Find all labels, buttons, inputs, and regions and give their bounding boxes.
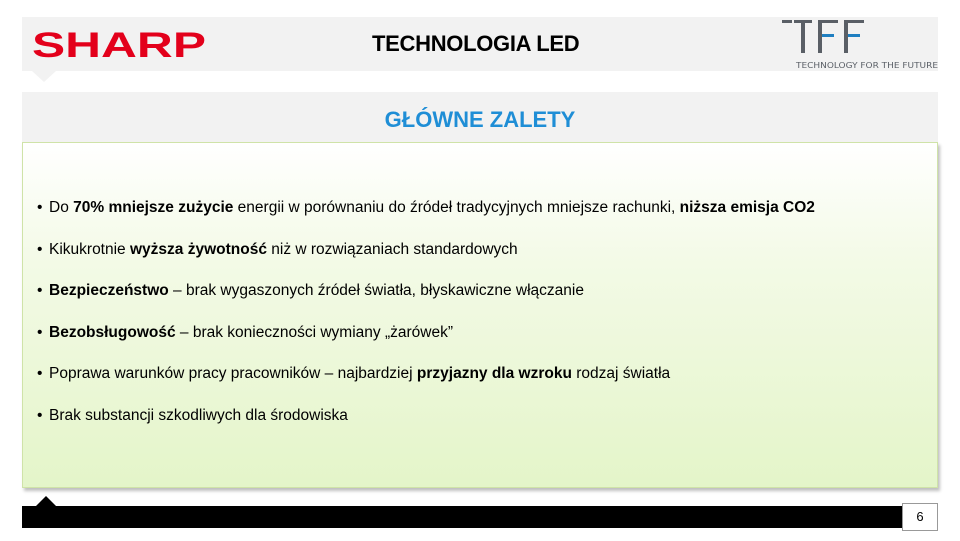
sharp-logo-text: SHARP [32, 26, 206, 62]
tff-tagline: TECHNOLOGY FOR THE FUTURE [794, 61, 938, 70]
item-text: – brak wygaszonych źródeł światła, błyskawiczne włączanie [168, 282, 584, 299]
item-text: Brak substancji szkodliwych dla środowiska [49, 406, 348, 424]
highlight-text: przyjazny dla wzroku [416, 365, 572, 382]
item-text: energii w porównaniu do źródeł tradycyjnych mniejsze rachunki, [233, 199, 680, 216]
item-text: rodzaj światła [571, 365, 671, 382]
item-text: Do [49, 199, 74, 216]
advantage-item [37, 240, 927, 282]
page-title: TECHNOLOGIA LED [372, 31, 580, 56]
tff-logo-mark [782, 20, 864, 53]
advantage-item [37, 323, 927, 365]
advantages-box [22, 142, 938, 488]
highlight-text: Bezobsługowość [49, 323, 176, 341]
footer-pointer [36, 496, 56, 506]
sharp-logo [32, 26, 208, 62]
footer-bar [22, 506, 938, 528]
header-pointer [32, 71, 56, 82]
highlight-text: 70% mniejsze zużycie [73, 199, 234, 216]
item-text: niż w rozwiązaniach standardowych [266, 240, 518, 258]
item-text: – brak konieczności wymiany „żarówek” [175, 323, 453, 341]
advantage-item [37, 281, 927, 323]
highlight-text: wyższa żywotność [129, 240, 267, 258]
highlight-text: niższa emisja CO2 [679, 199, 815, 216]
section-subtitle: GŁÓWNE ZALETY [384, 107, 576, 132]
item-text: Poprawa warunków pracy pracowników – najbardziej [49, 365, 417, 382]
advantages-list [37, 198, 927, 447]
subtitle-band [22, 92, 938, 142]
advantage-item [37, 364, 927, 406]
advantage-item [37, 198, 927, 240]
advantage-item [37, 406, 927, 448]
item-text: Kikukrotnie [49, 240, 130, 258]
tff-logo [780, 17, 940, 71]
highlight-text: Bezpieczeństwo [49, 282, 169, 299]
page-number: 6 [902, 503, 938, 531]
